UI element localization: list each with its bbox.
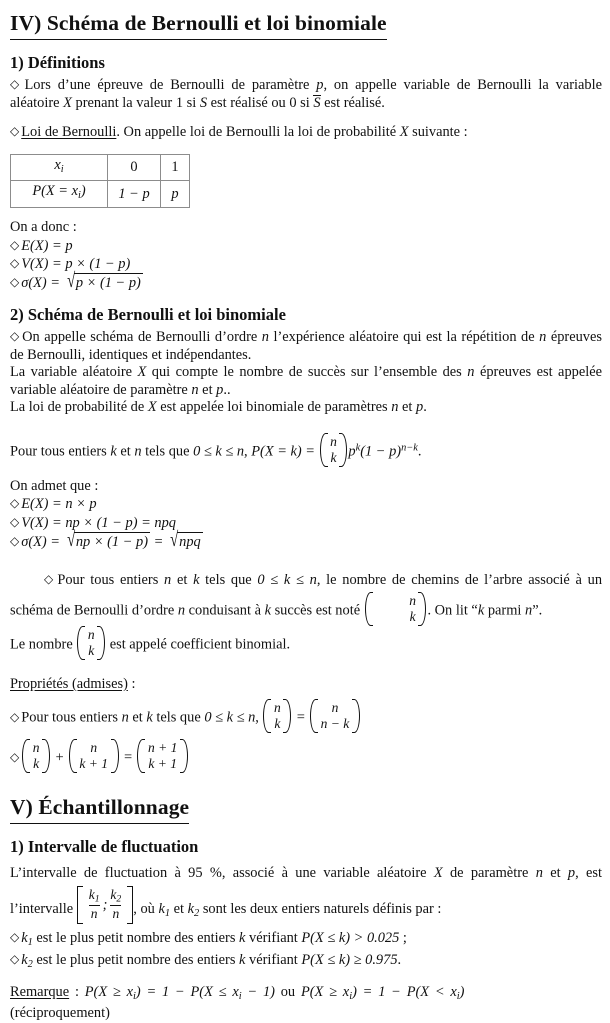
def-event-S: S [199, 94, 208, 111]
prop2-plus: + [51, 749, 68, 766]
va-text-4: et [198, 381, 217, 398]
coefficient-binomial-paragraph [10, 626, 602, 660]
k1-definition-line [10, 929, 602, 951]
lb-text-1: La loi de probabilité de [10, 399, 148, 416]
esperance-bin-rhs: n × p [65, 496, 97, 513]
propriete-pascal-line [10, 739, 602, 773]
table-header-xi: $x_i$ [11, 154, 108, 181]
k1-text-2: vérifiant [245, 929, 302, 946]
propriete-symetrie-line [10, 699, 602, 733]
section-iv-heading-wrap [10, 11, 602, 40]
table-cell-prob-1: p [161, 181, 190, 208]
loi-var-X: X [399, 124, 409, 140]
schema-text-2: l’expérience aléatoire qui est la répétition de [268, 329, 540, 346]
radicand: np × (1 − p) [75, 533, 149, 550]
table-cell-x-1: 1 [161, 154, 190, 181]
chemins-text-7: . On lit “ [427, 602, 478, 619]
left-paren-icon [310, 699, 318, 733]
variance-bin-lhs: V(X) = [21, 514, 66, 531]
loi-binomiale-paragraph [10, 399, 602, 417]
left-paren-icon [69, 739, 77, 773]
schema-n-2: n [539, 329, 547, 346]
chemins-n-2: n [177, 602, 186, 619]
lozenge-bullet-icon: ◇ [10, 77, 23, 91]
binomial-coefficient-right [137, 739, 187, 773]
binomial-coefficient [77, 626, 105, 660]
formula-n: n [134, 443, 142, 460]
lozenge-bullet-icon: ◇ [10, 255, 20, 270]
remarque-term: Remarque [10, 983, 70, 1000]
binom-bottom: k + 1 [79, 756, 109, 772]
chemins-text-6: succès est noté [270, 602, 364, 619]
if-text-5: , où [133, 900, 159, 917]
fraction-numerator: $k_1$ [88, 887, 100, 905]
on-a-donc-label: On a donc : [10, 219, 77, 236]
square-root-expression [64, 270, 143, 293]
left-paren-icon [137, 739, 145, 773]
prop1-text-1: Pour tous entiers [21, 709, 122, 726]
esperance-rhs: p [65, 237, 73, 254]
lozenge-bullet-icon: ◇ [10, 709, 20, 724]
definition-bernoulli-variable-paragraph [10, 76, 602, 112]
if-n: n [535, 865, 543, 882]
lozenge-bullet-icon: ◇ [10, 514, 20, 529]
binom-stack [319, 699, 351, 733]
table-cell-x-0: 0 [108, 154, 161, 181]
fraction-k1-over-n [87, 887, 102, 923]
schema-definition-paragraph [10, 328, 602, 364]
binom-top: n [32, 740, 40, 756]
va-n-2: n [191, 381, 199, 398]
formula-lead-1: Pour tous entiers [10, 443, 111, 460]
binom-bottom: k [88, 642, 95, 658]
lb-text-3: et [398, 399, 417, 416]
proprietes-term: Propriétés (admises) [10, 675, 128, 692]
def-text-2: , on appelle variable de Bernoulli la variable aléatoire [10, 77, 602, 111]
right-paren-icon [283, 699, 291, 733]
binom-top: n [87, 626, 95, 642]
binom-top: n + 1 [147, 740, 178, 756]
table-header-probability: $P(X = x_i)$ [11, 181, 108, 208]
binom-bottom: k [33, 756, 40, 772]
chemins-k-3: k [477, 602, 485, 619]
binomial-coefficient [365, 592, 427, 626]
proprietes-label [10, 676, 602, 694]
chemins-text-9: ”. [532, 602, 543, 619]
binom-bottom: k [409, 608, 416, 624]
right-paren-icon [111, 739, 119, 773]
lb-text-4: . [423, 399, 427, 416]
binom-stack [31, 739, 41, 773]
fraction-k2-over-n [108, 887, 123, 923]
lb-text-2: est appelée loi binomiale de paramètres [156, 399, 392, 416]
radical-sign-icon: √ [66, 528, 75, 551]
section-iv-heading: IV) Schéma de Bernoulli et loi binomiale [10, 11, 387, 40]
lb-p: p [416, 399, 424, 416]
bernoulli-distribution-table [10, 154, 190, 209]
proprietes-colon: : [127, 675, 136, 692]
k2-text-2: vérifiant [245, 951, 302, 968]
right-paren-icon [97, 626, 105, 660]
ecart-bin-eq: = [150, 533, 167, 550]
remarque-paragraph [10, 984, 602, 1005]
formula-period: . [417, 443, 422, 460]
k1-text-1: est le plus petit nombre des entiers [32, 929, 240, 946]
binom-stack [78, 739, 110, 773]
formula-pxk: P(X = k) = [251, 443, 319, 460]
binomial-coefficient-left [263, 699, 291, 733]
lozenge-bullet-icon: ◇ [10, 329, 21, 344]
binom-top: n [273, 700, 281, 716]
lozenge-bullet-icon: ◇ [10, 275, 20, 290]
ecart-bin-lhs: σ(X) = [21, 533, 64, 550]
chemins-text-4: , le nombre de chemins de l’arbre associé à un schéma de Bernoulli d’ordre [10, 571, 603, 619]
binom-bottom: k [274, 716, 281, 732]
if-p: p [567, 865, 576, 882]
schema-n-1: n [261, 329, 269, 346]
def-text-3: prenant la valeur 1 si [71, 94, 200, 111]
def-text-1: Lors d’une épreuve de Bernoulli de paramètre [24, 77, 317, 93]
binomial-coefficient-left [22, 739, 50, 773]
remarque-formula-2: $P(X \ge x_i) = 1 - P(X < x_i)$ [300, 983, 465, 1002]
if-text-3: et [542, 865, 568, 882]
chemins-arbre-paragraph [10, 567, 602, 626]
right-paren-icon [352, 699, 360, 733]
remarque-ou: ou [274, 983, 301, 1000]
if-text-4: , est l’intervalle [10, 865, 602, 917]
k2-variable: $k_2$ [21, 951, 33, 970]
lozenge-bullet-icon: ◇ [44, 571, 56, 586]
va-n-1: n [467, 364, 475, 381]
binomial-coefficient-mid [69, 739, 119, 773]
left-paren-icon [77, 626, 85, 660]
radicand: p × (1 − p) [75, 275, 141, 292]
prop1-equals: = [292, 709, 310, 726]
loi-de-bernoulli-term: Loi de Bernoulli [21, 124, 117, 140]
binom-bottom: k [330, 449, 337, 465]
k1-variable: $k_1$ [21, 929, 33, 948]
chemins-text-1: Pour tous entiers [57, 571, 165, 588]
right-paren-icon [180, 739, 188, 773]
loi-text-2: suivante : [408, 124, 468, 140]
lozenge-bullet-icon: ◇ [10, 496, 20, 511]
if-text-7: sont les deux entiers naturels définis par : [199, 900, 442, 917]
radical-sign-icon: √ [66, 270, 75, 293]
left-paren-icon [320, 433, 328, 467]
binom-bottom: k + 1 [148, 756, 177, 772]
binom-stack [374, 592, 418, 626]
fluctuation-interval-bracket [77, 886, 134, 924]
variance-binomiale-line [10, 514, 602, 532]
loi-de-bernoulli-paragraph [10, 123, 602, 142]
if-X: X [433, 865, 443, 882]
table-cell-prob-0: 1 − p [108, 181, 161, 208]
lenombre-text-1: Le nombre [10, 636, 77, 653]
fraction-denominator: n [112, 906, 120, 922]
remarque-formula-1: $P(X \ge x_i) = 1 - P(X \le x_i - 1)$ [84, 983, 275, 1002]
k2-text-1: est le plus petit nombre des entiers [32, 951, 240, 968]
table-row [11, 181, 190, 208]
square-root-expression-2 [167, 528, 203, 551]
if-k2: $k_2$ [187, 900, 200, 919]
ecart-type-bernoulli-line [10, 270, 602, 293]
lozenge-bullet-icon: ◇ [10, 533, 20, 548]
va-text-5: .. [223, 381, 231, 398]
left-bracket-icon [77, 886, 83, 924]
def-event-S-bar: S [313, 94, 321, 111]
prop1-k: k [146, 709, 153, 726]
remarque-continuation: (réciproquement) [10, 1005, 110, 1022]
fraction-denominator: n [90, 906, 98, 922]
prop1-n: n [121, 709, 129, 726]
chemins-n-1: n [164, 571, 172, 588]
chemins-text-3: tels que [199, 571, 258, 588]
on-admet-que-label: On admet que : [10, 477, 99, 494]
radicand-2: npq [179, 533, 201, 550]
formula-k: k [110, 443, 117, 460]
va-text-3: épreuves est appelée variable aléatoire de paramètre [10, 364, 602, 398]
if-text-6: et [170, 900, 188, 917]
k2-end: . [397, 951, 402, 968]
binom-stack [146, 739, 178, 773]
section-v-heading-wrap [10, 795, 602, 824]
binom-top: n [409, 592, 416, 608]
def-param-p: p [316, 77, 324, 93]
formula-rest: (1 − p) [360, 443, 402, 460]
chemins-n-3: n [524, 602, 533, 619]
chemins-condition: 0 ≤ k ≤ n [257, 571, 317, 588]
prop2-equals: = [119, 749, 137, 766]
esperance-lhs: E(X) = [21, 237, 66, 254]
square-root-expression [64, 528, 150, 551]
formula-condition: 0 ≤ k ≤ n [193, 443, 245, 460]
variance-lhs: V(X) = [21, 255, 66, 272]
document-page [10, 0, 602, 1023]
lozenge-bullet-icon: ◇ [10, 749, 20, 764]
left-paren-icon [22, 739, 30, 773]
table-row [11, 154, 190, 181]
binom-stack [86, 626, 96, 660]
intervalle-fluctuation-paragraph [10, 860, 602, 927]
right-paren-icon [339, 433, 347, 467]
k1-condition: P(X ≤ k) > 0.025 [301, 929, 400, 946]
binom-stack [272, 699, 282, 733]
chemins-k-2: k [264, 602, 271, 619]
variance-rhs: p × (1 − p) [65, 255, 131, 272]
k1-end: ; [399, 929, 407, 946]
binom-top: n [90, 740, 98, 756]
if-text-2: de paramètre [442, 865, 536, 882]
k2-definition-line [10, 951, 602, 973]
prop1-text-3: tels que [152, 709, 205, 726]
binomial-coefficient-right [310, 699, 360, 733]
fraction-numerator: $k_2$ [110, 887, 122, 905]
schema-text-3: épreuves de Bernoulli, identiques et indépendantes. [10, 329, 602, 363]
if-k1: $k_1$ [158, 900, 171, 919]
ecart-type-lhs: σ(X) = [21, 275, 64, 292]
chemins-text-8: parmi [484, 602, 525, 619]
def-text-5: est réalisé. [320, 94, 385, 111]
esperance-binomiale-line [10, 495, 602, 513]
left-paren-icon [263, 699, 271, 733]
subsection-schema-heading: 2) Schéma de Bernoulli et loi binomiale [10, 305, 286, 325]
lb-X: X [147, 399, 157, 416]
lozenge-bullet-icon: ◇ [10, 951, 20, 966]
formula-p: p [348, 443, 356, 460]
va-text-1: La variable aléatoire [10, 364, 138, 381]
k2-condition: P(X ≤ k) ≥ 0.975 [301, 951, 398, 968]
loi-text-1: . On appelle loi de Bernoulli la loi de probabilité [116, 124, 400, 140]
interval-inner [85, 886, 126, 924]
radical-sign-icon: √ [170, 528, 179, 551]
lozenge-bullet-icon: ◇ [10, 124, 20, 138]
chemins-k-1: k [193, 571, 200, 588]
formula-lead-2: et [116, 443, 135, 460]
variance-bin-rhs: np × (1 − p) = npq [65, 514, 176, 531]
interval-separator: ; [102, 896, 108, 913]
prop1-condition: 0 ≤ k ≤ n [204, 709, 256, 726]
binom-top: n [330, 433, 337, 449]
variable-aleatoire-paragraph [10, 364, 602, 399]
schema-text-1: On appelle schéma de Bernoulli d’ordre [22, 329, 262, 346]
section-v-heading: V) Échantillonnage [10, 795, 189, 824]
va-p: p [216, 381, 224, 398]
def-var-X: X [63, 94, 72, 111]
right-paren-icon [418, 592, 426, 626]
right-paren-icon [42, 739, 50, 773]
esperance-bin-lhs: E(X) = [21, 496, 66, 513]
variance-bernoulli-line [10, 255, 602, 273]
formula-exp-k: k [355, 442, 361, 454]
binomial-probability-formula [10, 433, 602, 467]
subsection-intervalle-heading: 1) Intervalle de fluctuation [10, 837, 199, 857]
chemins-text-5: conduisant à [185, 602, 265, 619]
formula-lead-4: , [244, 443, 252, 460]
prop1-text-2: et [128, 709, 147, 726]
binom-bottom: n − k [320, 716, 350, 732]
esperance-bernoulli-line [10, 237, 602, 255]
binom-stack [329, 433, 339, 467]
lozenge-bullet-icon: ◇ [10, 237, 20, 252]
left-paren-icon [365, 592, 373, 626]
k1-k: k [239, 929, 246, 946]
k2-k: k [239, 951, 246, 968]
prop1-text-4: , [255, 709, 263, 726]
formula-lead-3: tels que [141, 443, 194, 460]
ecart-type-binomiale-line [10, 528, 602, 551]
lb-n: n [391, 399, 399, 416]
va-text-2: qui compte le nombre de succès sur l’ensemble des [146, 364, 468, 381]
if-text-1: L’intervalle de fluctuation à 95 %, associé à une variable aléatoire [10, 865, 434, 882]
va-X: X [137, 364, 147, 381]
lozenge-bullet-icon: ◇ [10, 929, 20, 944]
binomial-coefficient [320, 433, 348, 467]
remarque-colon: : [69, 983, 85, 1000]
formula-exp-nk: n−k [401, 442, 418, 454]
def-text-4: est réalisé ou 0 si [207, 94, 314, 111]
lenombre-text-2: est appelé coefficient binomial. [106, 636, 291, 653]
binom-top: n [331, 700, 339, 716]
chemins-text-2: et [171, 571, 194, 588]
subsection-definitions-heading: 1) Définitions [10, 53, 105, 72]
